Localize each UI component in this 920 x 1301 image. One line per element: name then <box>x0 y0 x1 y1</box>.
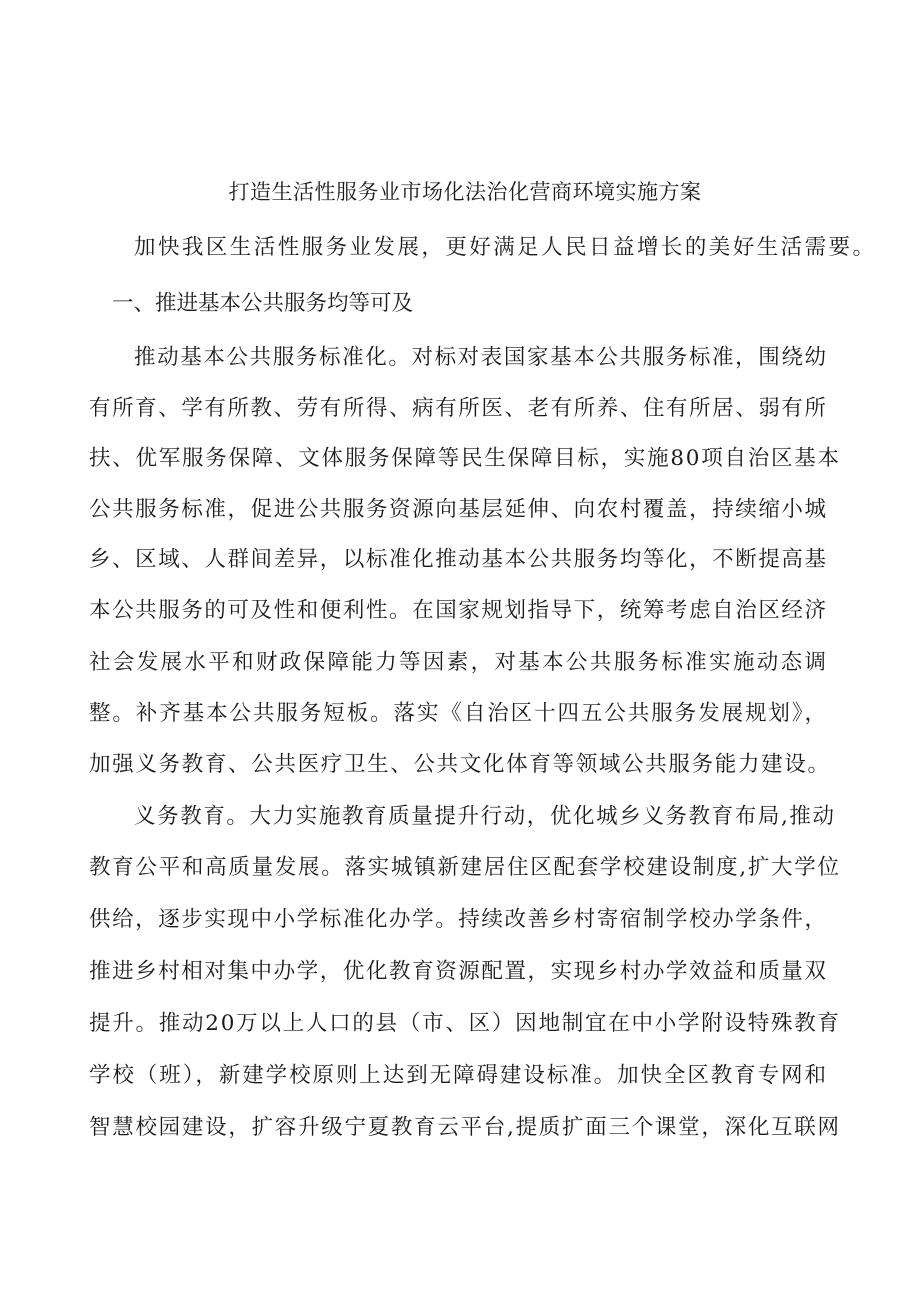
paragraph-line: 提升。推动20万以上人口的县（市、区）因地制宜在中小学附设特殊教育 <box>89 1011 841 1036</box>
paragraph-line: 加强义务教育、公共医疗卫生、公共文化体育等领域公共服务能力建设。 <box>89 752 831 777</box>
paragraph-line: 推动基本公共服务标准化。对标对表国家基本公共服务标准，围绕幼 <box>134 345 828 370</box>
paragraph-line: 公共服务标准，促进公共服务资源向基层延伸、向农村覆盖，持续缩小城 <box>89 497 828 522</box>
paragraph-line: 乡、区域、人群间差异，以标准化推动基本公共服务均等化，不断提高基 <box>89 547 828 572</box>
paragraph-line: 本公共服务的可及性和便利性。在国家规划指导下，统筹考虑自治区经济 <box>89 598 828 623</box>
paragraph-line: 智慧校园建设，扩容升级宁夏教育云平台,提质扩面三个课堂，深化互联网 <box>89 1115 841 1140</box>
paragraph-line: 有所育、学有所教、劳有所得、病有所医、老有所养、住有所居、弱有所 <box>89 396 828 421</box>
paragraph-line: 教育公平和高质量发展。落实城镇新建居住区配套学校建设制度,扩大学位 <box>89 855 841 880</box>
section-heading: 一、推进基本公共服务均等可及 <box>112 291 414 316</box>
paragraph-line: 扶、优军服务保障、文体服务保障等民生保障目标，实施80项自治区基本 <box>89 446 841 471</box>
paragraph-line: 学校（班），新建学校原则上达到无障碍建设标准。加快全区教育专网和 <box>89 1063 828 1088</box>
paragraph-line: 供给，逐步实现中小学标准化办学。持续改善乡村寄宿制学校办学条件， <box>89 907 828 932</box>
paragraph-line: 义务教育。大力实施教育质量提升行动，优化城乡义务教育布局,推动 <box>134 804 836 829</box>
paragraph-line: 社会发展水平和财政保障能力等因素，对基本公共服务标准实施动态调 <box>89 650 829 675</box>
intro-paragraph: 加快我区生活性服务业发展，更好满足人民日益增长的美好生活需要。 <box>134 235 877 260</box>
paragraph-line: 推进乡村相对集中办学，优化教育资源配置，实现乡村办学效益和质量双 <box>89 959 828 984</box>
document-title: 打造生活性服务业市场化法治化营商环境实施方案 <box>228 180 702 204</box>
paragraph-line: 整。补齐基本公共服务短板。落实《自治区十四五公共服务发展规划》， <box>89 701 828 726</box>
